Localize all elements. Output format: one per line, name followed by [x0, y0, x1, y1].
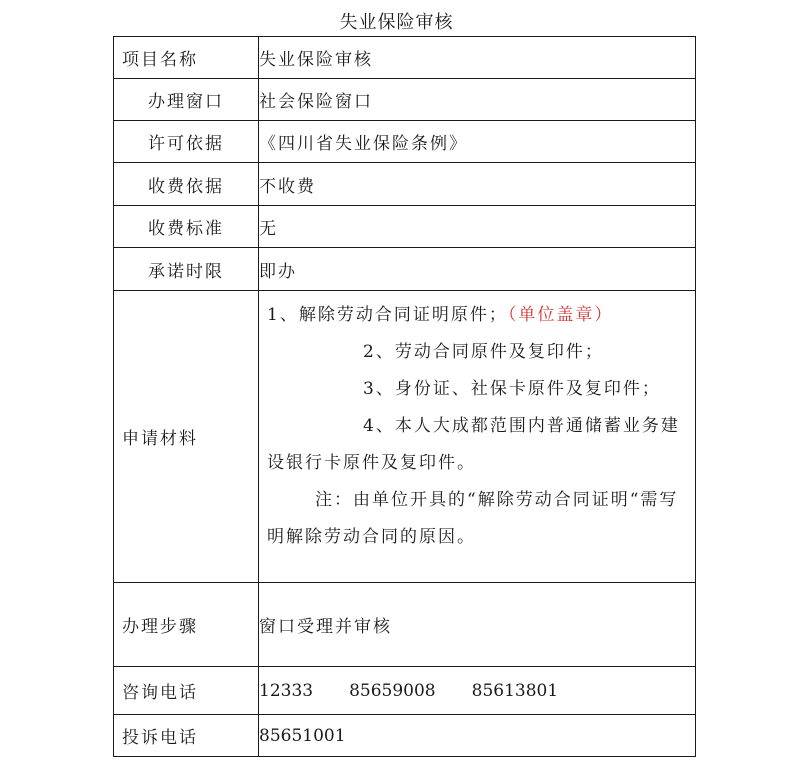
material-item-4-text: 4、本人大成都范围内普通储蓄业务建设银行卡原件及复印件。: [267, 416, 680, 473]
table-row: [114, 79, 696, 121]
materials-cell: [259, 291, 696, 583]
window-label: 办理窗口: [114, 79, 259, 121]
table-row: [114, 715, 696, 757]
consult-phone-3: 85613801: [471, 680, 559, 701]
consult-phone-1: 12333: [259, 680, 314, 701]
materials-list: [259, 291, 695, 571]
consult-phone-2: 85659008: [349, 680, 436, 701]
table-row: [114, 583, 696, 667]
table-row: [114, 163, 696, 206]
stamp-note: （单位盖章）: [507, 305, 614, 325]
fee-standard-value: 无: [259, 206, 696, 248]
fee-standard-label: 收费标准: [114, 206, 259, 248]
consult-phone-label: 咨询电话: [114, 667, 259, 715]
basis-label: 许可依据: [114, 121, 259, 163]
table-row: [114, 121, 696, 163]
project-name-label: 项目名称: [114, 37, 259, 79]
material-note-text: 注：由单位开具的“解除劳动合同证明“需写明解除劳动合同的原因。: [267, 490, 679, 547]
project-name-value: 失业保险审核: [259, 37, 696, 79]
material-item-1: [267, 297, 687, 334]
window-value: 社会保险窗口: [259, 79, 696, 121]
material-item-1-text: 1、解除劳动合同证明原件；: [267, 305, 508, 325]
document-title: 失业保险审核: [339, 12, 454, 33]
time-limit-value: 即办: [259, 248, 696, 291]
table-row: [114, 206, 696, 248]
material-item-2: 2、劳动合同原件及复印件；: [363, 342, 604, 362]
material-note: [267, 482, 687, 556]
time-limit-label: 承诺时限: [114, 248, 259, 291]
material-item-4: [267, 408, 687, 482]
complaint-phone-value: 85651001: [259, 715, 696, 757]
table-row: [114, 291, 696, 583]
fee-basis-value: 不收费: [259, 163, 696, 206]
fee-basis-label: 收费依据: [114, 163, 259, 206]
basis-value: 《四川省失业保险条例》: [259, 121, 696, 163]
table-row: [114, 667, 696, 715]
steps-value: 窗口受理并审核: [259, 583, 696, 667]
table-row: [114, 37, 696, 79]
info-table: [113, 36, 696, 757]
complaint-phone-label: 投诉电话: [114, 715, 259, 757]
table-row: [114, 248, 696, 291]
material-item-3: 3、身份证、社保卡原件及复印件；: [363, 379, 661, 399]
materials-label: 申请材料: [114, 291, 259, 583]
consult-phones: [259, 667, 696, 715]
steps-label: 办理步骤: [114, 583, 259, 667]
